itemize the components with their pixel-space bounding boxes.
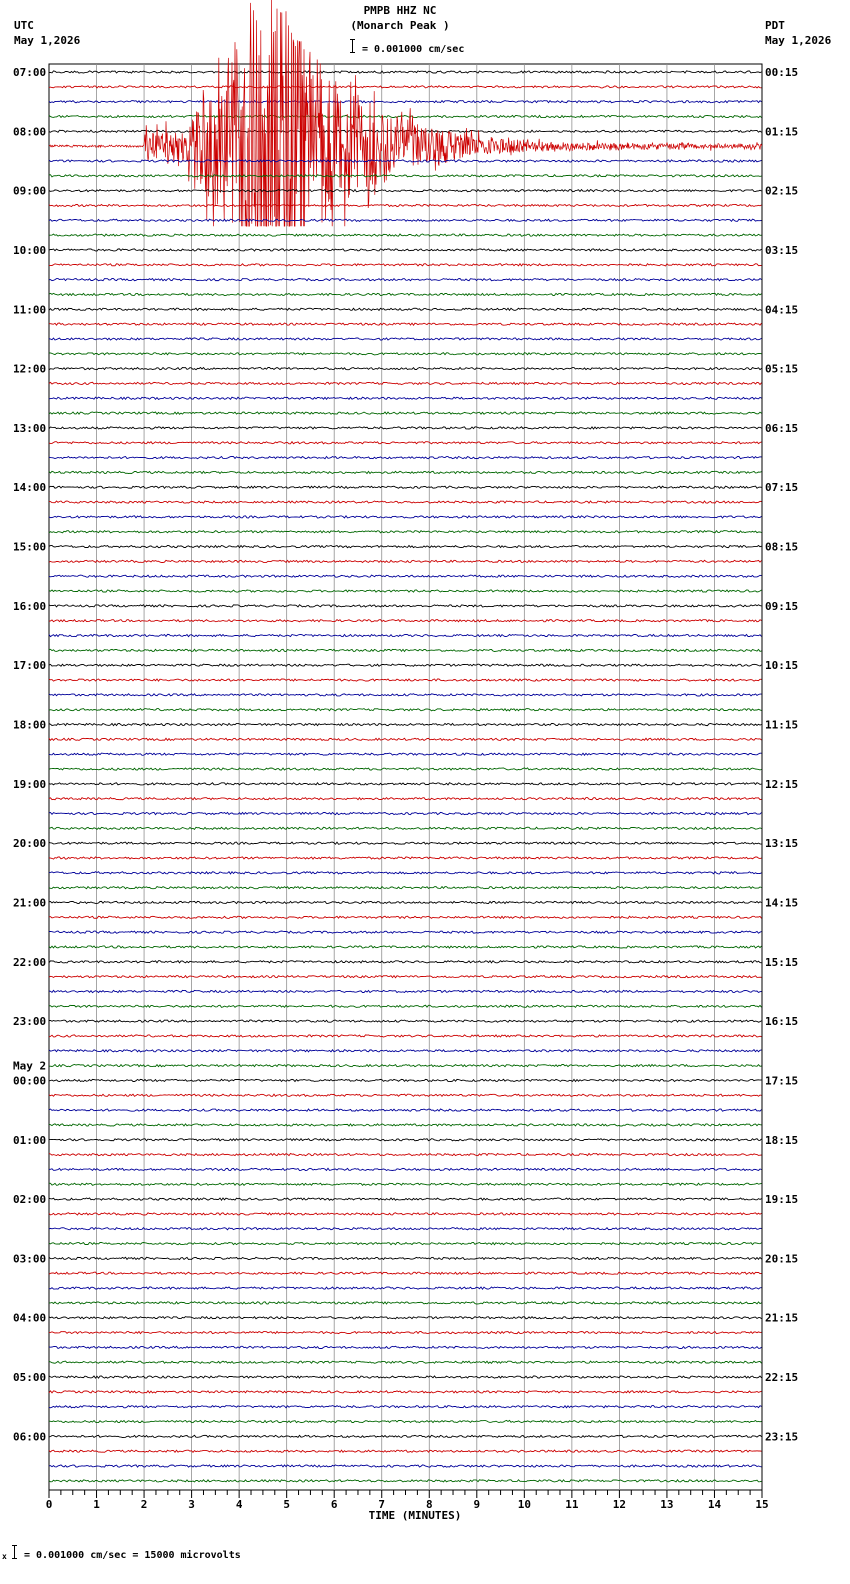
trace	[49, 1376, 762, 1378]
left-timezone: UTC	[14, 19, 34, 32]
trace	[49, 1450, 762, 1452]
trace	[49, 368, 762, 370]
hour-label-left: 11:00	[13, 303, 47, 317]
x-tick-label: 6	[330, 1498, 338, 1511]
x-tick-label: 11	[565, 1498, 579, 1511]
trace	[49, 1420, 762, 1422]
trace	[49, 293, 762, 295]
hour-label-left: 20:00	[13, 837, 47, 851]
trace	[49, 516, 762, 518]
hour-label-right: 21:15	[765, 1311, 799, 1325]
x-tick-label: 8	[425, 1498, 433, 1511]
trace	[49, 1272, 762, 1274]
hour-label-left: 21:00	[13, 896, 47, 910]
station-location: (Monarch Peak )	[350, 19, 450, 32]
station-title: PMPB HHZ NC	[363, 4, 437, 17]
trace	[49, 1065, 762, 1067]
footer-scale-label: = 0.001000 cm/sec = 15000 microvolts	[24, 1550, 241, 1561]
trace	[49, 427, 762, 429]
footer-marker: x	[2, 1552, 7, 1561]
trace	[49, 1109, 762, 1111]
trace	[49, 323, 762, 325]
trace	[49, 976, 762, 978]
trace	[49, 101, 762, 103]
x-tick-label: 12	[612, 1498, 627, 1511]
x-tick-label: 15	[755, 1498, 769, 1511]
hour-label-left: 09:00	[13, 184, 47, 198]
x-tick-label: 7	[378, 1498, 386, 1511]
hour-label-right: 10:15	[765, 659, 799, 673]
trace	[49, 590, 762, 592]
hour-label-left: 19:00	[13, 777, 47, 791]
hour-label-right: 09:15	[765, 599, 799, 613]
trace	[49, 130, 762, 132]
trace-event	[49, 0, 762, 226]
hour-label-right: 03:15	[765, 243, 799, 257]
trace	[49, 768, 762, 770]
footer-scale-bar-icon	[14, 1545, 15, 1559]
trace	[49, 575, 762, 577]
trace	[49, 664, 762, 666]
hour-label-right: 11:15	[765, 718, 799, 732]
hour-label-left: 04:00	[13, 1311, 47, 1325]
trace	[49, 634, 762, 636]
trace	[49, 501, 762, 503]
trace	[49, 961, 762, 963]
trace	[49, 694, 762, 696]
trace	[49, 457, 762, 459]
hour-label-left: 16:00	[13, 599, 47, 613]
hour-label-right: 05:15	[765, 362, 799, 376]
hour-label-left: 18:00	[13, 718, 47, 732]
trace	[49, 1257, 762, 1259]
trace	[49, 679, 762, 681]
trace	[49, 1406, 762, 1408]
trace	[49, 1020, 762, 1022]
trace	[49, 709, 762, 711]
trace	[49, 842, 762, 844]
trace	[49, 1124, 762, 1126]
trace	[49, 264, 762, 266]
trace	[49, 783, 762, 785]
trace	[49, 1287, 762, 1289]
hour-label-left: 12:00	[13, 362, 47, 376]
trace	[49, 160, 762, 162]
trace	[49, 1154, 762, 1156]
trace	[49, 531, 762, 533]
x-tick-label: 1	[93, 1498, 100, 1511]
trace	[49, 1435, 762, 1437]
trace	[49, 827, 762, 829]
hour-label-right: 13:15	[765, 837, 799, 851]
trace	[49, 1465, 762, 1467]
trace	[49, 190, 762, 192]
trace	[49, 175, 762, 177]
trace	[49, 1228, 762, 1230]
trace	[49, 1079, 762, 1081]
hour-label-right: 17:15	[765, 1074, 799, 1088]
hour-label-left: 10:00	[13, 243, 47, 257]
hour-label-right: 19:15	[765, 1193, 799, 1207]
trace	[49, 753, 762, 755]
date-change-label: May 2	[13, 1059, 47, 1073]
trace	[49, 1243, 762, 1245]
trace	[49, 1346, 762, 1348]
trace	[49, 1332, 762, 1334]
x-tick-label: 10	[517, 1498, 531, 1511]
hour-label-right: 04:15	[765, 303, 799, 317]
trace	[49, 605, 762, 607]
hour-label-left: 14:00	[13, 481, 47, 495]
right-timezone: PDT	[765, 19, 785, 32]
trace	[49, 115, 762, 117]
trace	[49, 308, 762, 310]
hour-label-right: 00:15	[765, 66, 799, 79]
hour-label-right: 22:15	[765, 1371, 799, 1385]
trace	[49, 1213, 762, 1215]
hour-label-left: 02:00	[13, 1193, 47, 1207]
trace	[49, 86, 762, 88]
trace	[49, 442, 762, 444]
x-axis-title: TIME (MINUTES)	[368, 1509, 462, 1522]
trace	[49, 1139, 762, 1141]
trace	[49, 857, 762, 859]
hour-label-left: 05:00	[13, 1371, 47, 1385]
trace	[49, 1198, 762, 1200]
hour-label-right: 20:15	[765, 1252, 799, 1266]
hour-label-left: 22:00	[13, 955, 47, 969]
hour-label-right: 02:15	[765, 184, 799, 198]
trace	[49, 887, 762, 889]
trace	[49, 931, 762, 933]
hour-label-left: 15:00	[13, 540, 47, 554]
trace	[49, 204, 762, 206]
trace	[49, 1168, 762, 1170]
x-tick-label: 0	[45, 1498, 53, 1511]
x-tick-label: 2	[140, 1498, 148, 1511]
hour-label-right: 08:15	[765, 540, 799, 554]
x-tick-label: 9	[473, 1498, 481, 1511]
trace	[49, 382, 762, 384]
scale-label: = 0.001000 cm/sec	[362, 44, 465, 55]
hour-label-left: 00:00	[13, 1074, 47, 1088]
trace	[49, 1317, 762, 1319]
plot-frame	[49, 64, 762, 1490]
trace	[49, 249, 762, 251]
x-tick-label: 5	[283, 1498, 290, 1511]
trace	[49, 812, 762, 814]
trace	[49, 916, 762, 918]
x-tick-label: 13	[660, 1498, 674, 1511]
x-tick-label: 14	[707, 1498, 722, 1511]
hour-label-left: 06:00	[13, 1430, 47, 1444]
trace	[49, 901, 762, 903]
trace	[49, 71, 762, 73]
hour-label-right: 07:15	[765, 481, 799, 495]
trace	[49, 620, 762, 622]
trace	[49, 560, 762, 562]
trace	[49, 1050, 762, 1052]
trace	[49, 219, 762, 221]
trace	[49, 946, 762, 948]
trace	[49, 723, 762, 725]
trace	[49, 1094, 762, 1096]
trace	[49, 1183, 762, 1185]
trace	[49, 279, 762, 281]
hour-label-right: 18:15	[765, 1133, 799, 1147]
hour-label-left: 03:00	[13, 1252, 47, 1266]
hour-label-right: 01:15	[765, 125, 799, 139]
hour-label-right: 06:15	[765, 421, 799, 435]
trace	[49, 738, 762, 740]
hour-label-right: 23:15	[765, 1430, 799, 1444]
hour-label-right: 12:15	[765, 777, 799, 791]
trace	[49, 649, 762, 651]
trace	[49, 234, 762, 236]
trace	[49, 1035, 762, 1037]
trace	[49, 1005, 762, 1007]
trace	[49, 486, 762, 488]
trace	[49, 338, 762, 340]
x-tick-label: 3	[188, 1498, 195, 1511]
trace	[49, 990, 762, 992]
trace	[49, 872, 762, 874]
left-date: May 1,2026	[14, 34, 81, 47]
hour-label-right: 14:15	[765, 896, 799, 910]
right-date: May 1,2026	[765, 34, 832, 47]
trace	[49, 1361, 762, 1363]
x-tick-label: 4	[235, 1498, 243, 1511]
trace	[49, 1302, 762, 1304]
trace	[49, 546, 762, 548]
hour-label-left: 08:00	[13, 125, 47, 139]
hour-label-left: 23:00	[13, 1015, 47, 1029]
trace	[49, 412, 762, 414]
trace	[49, 397, 762, 399]
hour-label-left: 07:00	[13, 66, 47, 79]
hour-label-left: 13:00	[13, 421, 47, 435]
trace	[49, 471, 762, 473]
trace	[49, 798, 762, 800]
trace	[49, 353, 762, 355]
trace	[49, 1480, 762, 1482]
hour-label-left: 01:00	[13, 1133, 47, 1147]
hour-label-right: 15:15	[765, 955, 799, 969]
trace	[49, 1391, 762, 1393]
hour-label-left: 17:00	[13, 659, 47, 673]
hour-label-right: 16:15	[765, 1015, 799, 1029]
